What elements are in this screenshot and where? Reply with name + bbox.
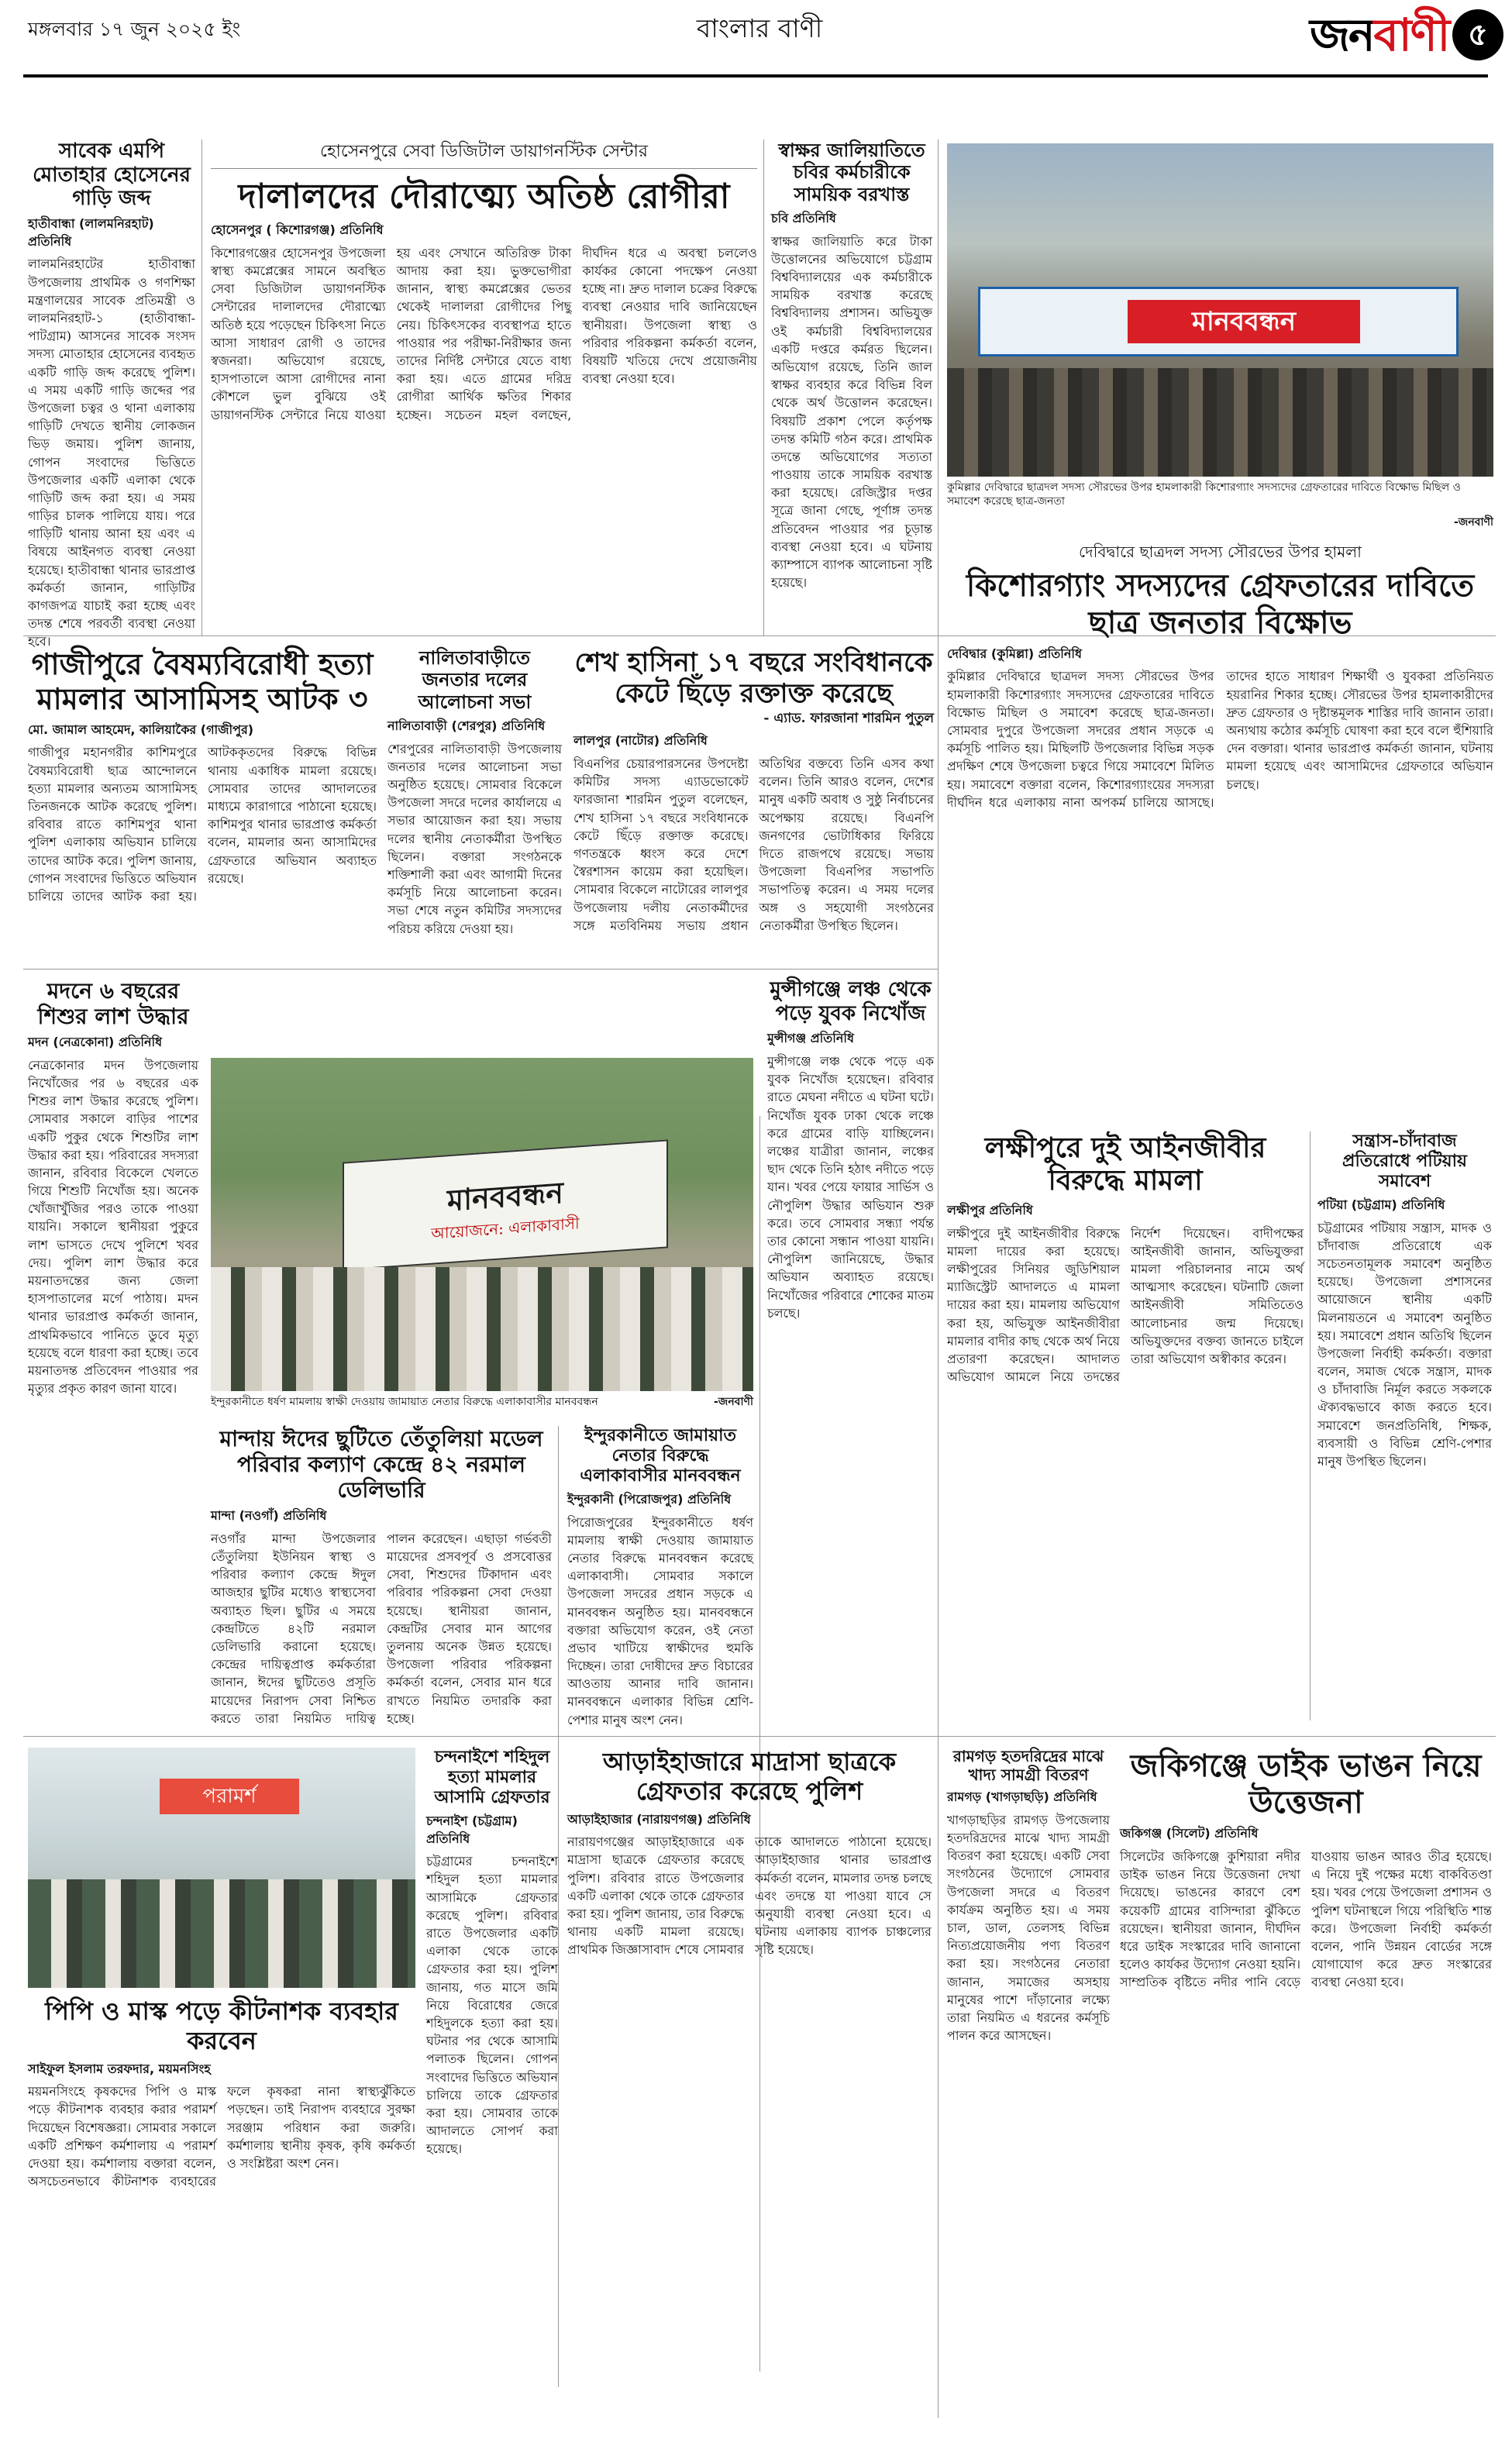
logo-part-b: বাণী <box>1373 9 1449 61</box>
article-byline: মদন (নেত্রকোনা) প্রতিনিধি <box>28 1035 163 1050</box>
article-headline: রামগড় হতদরিদ্রের মাঝে খাদ্য সামগ্রী বিতরণ <box>952 1747 1104 1784</box>
article-byline: সাইফুল ইসলাম তরফদার, ময়মনসিংহ <box>28 2061 211 2076</box>
article-body: শেরপুরের নালিতাবাড়ী উপজেলায় জনতার দলের আলোচনা সভা অনুষ্ঠিত হয়েছে। সোমবার বিকেলে উপজেলা সদরে দলের কার্যালয়ে এ সভার আয়োজন করা হয়। সভায় দলের স্থানীয় নেতাকর্মীরা উপস্থিত ছিলেন। বক্তারা সংগঠনকে শক্তিশালী করা এবং আগামী দিনের কর্মসূচি নিয়ে আলোচনা করেন। সভা শেষে নতুন কমিটির সদস্যদের পরিচয় করিয়ে দেওয়া হয়। <box>387 741 562 936</box>
article-munshiganj <box>767 978 934 1552</box>
banner-text: মানববন্ধন <box>447 1174 563 1218</box>
article-body: বিএনপির চেয়ারপারসনের উপদেষ্টা কমিটির সদস্য এ্যাডভোকেট ফারজানা শারমিন পুতুল বলেছেন, শেখ হাসিনা ১৭ বছরে সংবিধানকে কেটে ছিঁড়ে রক্তাক্ত করেছে। গণতন্ত্রকে ধ্বংস করে দেশে স্বৈরশাসন কায়েম করা হয়েছিল। সোমবার বিকেলে নাটোরের লালপুর উপজেলায় দলীয় নেতাকর্মীদের সঙ্গে মতবিনিময় সভায় প্রধান অতিথির বক্তব্যে তিনি এসব কথা বলেন। তিনি আরও বলেন, দেশের মানুষ একটি অবাধ ও সুষ্ঠু নির্বাচনের অপেক্ষায় রয়েছে। বিএনপি জনগণের ভোটাধিকার ফিরিয়ে দিতে রাজপথে রয়েছে। সভায় উপজেলা বিএনপির সভাপতি সভাপতিত্ব করেন। এ সময় দলের অঙ্গ ও সহযোগী সংগঠনের নেতাকর্মীরা উপস্থিত ছিলেন। <box>573 756 934 933</box>
article-body: স্বাক্ষর জালিয়াতি করে টাকা উত্তোলনের অভিযোগে চট্টগ্রাম বিশ্ববিদ্যালয়ের এক কর্মচারীকে সাময়িক বরখাস্ত করেছে বিশ্ববিদ্যালয় প্রশাসন। অভিযুক্ত ওই কর্মচারী বিশ্ববিদ্যালয়ের একটি দপ্তরে কর্মরত ছিলেন। অভিযোগ রয়েছে, তিনি জাল স্বাক্ষর ব্যবহার করে বিভিন্ন বিল থেকে অর্থ উত্তোলন করেছেন। বিষয়টি প্রকাশ পেলে কর্তৃপক্ষ তদন্ত কমিটি গঠন করে। প্রাথমিক তদন্তে অভিযোগের সত্যতা পাওয়ায় তাকে সাময়িক বরখাস্ত করা হয়েছে। রেজিস্ট্রার দপ্তর সূত্রে জানা গেছে, পূর্ণাঙ্গ তদন্ত প্রতিবেদন পাওয়ার পর চূড়ান্ত ব্যবস্থা নেওয়া হবে। এ ঘটনায় ক্যাম্পাসে ব্যাপক আলোচনা সৃষ্টি হয়েছে। <box>771 233 932 591</box>
article-headline: নালিতাবাড়ীতে জনতার দলের আলোচনা সভা <box>418 646 532 713</box>
photo-credit: -জনবাণী <box>1453 516 1493 529</box>
article-byline: দেবিদ্বার (কুমিল্লা) প্রতিনিধি <box>947 646 1082 661</box>
article-gazipur <box>28 647 377 965</box>
article-byline: মুন্সীগঞ্জ প্রতিনিধি <box>767 1031 854 1046</box>
article-headline: মান্দায় ঈদের ছুটিতে তেঁতুলিয়া মডেল পরিবার কল্যাণ কেন্দ্রে ৪২ নরমাল ডেলিভারি <box>219 1426 543 1503</box>
header-rule <box>23 74 1488 77</box>
article-byline: নালিতাবাড়ী (শেরপুর) প্রতিনিধি <box>387 718 546 733</box>
photo-caption: কুমিল্লার দেবিদ্বারে ছাত্রদল সদস্য সৌরভের উপর হামলাকারী কিশোরগ্যাং সদস্যদের গ্রেফতারের দাবিতে বিক্ষোভ মিছিল ও সমাবেশ করেছে ছাত্র-জনতা <box>947 481 1461 508</box>
section-title: বাংলার বাণী <box>696 13 823 43</box>
crowd <box>211 1267 753 1391</box>
article-headline: মুন্সীগঞ্জে লঞ্চ থেকে পড়ে যুবক নিখোঁজ <box>770 978 932 1025</box>
column-divider <box>201 139 202 635</box>
article-manda <box>211 1426 552 1732</box>
audience <box>28 1879 415 1988</box>
photo-caption: ইন্দুরকানীতে ধর্ষণ মামলায় স্বাক্ষী দেওয়ায় জামায়াত নেতার বিরুদ্ধে এলাকাবাসীর মানববন্ধন <box>211 1396 598 1408</box>
article-madan <box>28 978 198 1730</box>
logo-part-a: জন <box>1310 9 1374 61</box>
article-body: চট্টগ্রামের চন্দনাইশে শহিদুল হত্যা মামলার আসামিকে গ্রেফতার করেছে পুলিশ। রবিবার রাতে উপজেলার একটি এলাকা থেকে তাকে গ্রেফতার করা হয়। পুলিশ জানায়, গত মাসে জমি নিয়ে বিরোধের জেরে শহিদুলকে হত্যা করা হয়। ঘটনার পর থেকে আসামি পলাতক ছিলেন। গোপন সংবাদের ভিত্তিতে অভিযান চালিয়ে তাকে গ্রেফতার করা হয়। সোমবার তাকে আদালতে সোপর্দ করা হয়েছে। <box>426 1854 558 2157</box>
article-body: সিলেটের জকিগঞ্জে কুশিয়ারা নদীর ডাইক ভাঙন নিয়ে উত্তেজনা দেখা দিয়েছে। ভাঙনের কারণে বেশ কয়েকটি গ্রামের বাসিন্দারা ঝুঁকিতে রয়েছেন। স্থানীয়রা জানান, দীর্ঘদিন ধরে ডাইক সংস্কারের দাবি জানানো হলেও কার্যকর উদ্যোগ নেওয়া হয়নি। সাম্প্রতিক বৃষ্টিতে নদীর পানি বেড়ে যাওয়ায় ভাঙন আরও তীব্র হয়েছে। এ নিয়ে দুই পক্ষের মধ্যে বাকবিতণ্ডা হয়। খবর পেয়ে উপজেলা প্রশাসন ও পুলিশ ঘটনাস্থলে গিয়ে পরিস্থিতি শান্ত করে। উপজেলা নির্বাহী কর্মকর্তা বলেন, পানি উন্নয়ন বোর্ডের সঙ্গে যোগাযোগ করে দ্রুত সংস্কারের ব্যবস্থা নেওয়া হবে। <box>1120 1849 1492 1990</box>
article-headline: শেখ হাসিনা ১৭ বছরে সংবিধানকে কেটে ছিঁড়ে রক্তাক্ত করেছে <box>574 647 933 710</box>
article-pesticide <box>28 1748 415 2383</box>
article-body: লক্ষীপুরে দুই আইনজীবীর বিরুদ্ধে মামলা দায়ের করা হয়েছে। লক্ষীপুরের সিনিয়র জুডিশিয়াল ম্যাজিস্ট্রেট আদালতে এ মামলা দায়ের করা হয়। মামলায় অভিযোগ করা হয়, অভিযুক্ত আইনজীবীরা মামলার বাদীর কাছ থেকে অর্থ নিয়ে প্রতারণা করেছেন। আদালত অভিযোগ আমলে নিয়ে তদন্তের নির্দেশ দিয়েছেন। বাদীপক্ষের আইনজীবী জানান, অভিযুক্তরা মামলা পরিচালনার নামে অর্থ আত্মসাৎ করেছেন। ঘটনাটি জেলা আইনজীবী সমিতিতেও আলোচনার জন্ম দিয়েছে। অভিযুক্তদের বক্তব্য জানতে চাইলে তারা অভিযোগ অস্বীকার করেন। <box>947 1225 1304 1385</box>
article-headline: আড়াইহাজারে মাদ্রাসা ছাত্রকে গ্রেফতার করেছে পুলিশ <box>602 1747 897 1806</box>
article-debidwar <box>947 541 1493 882</box>
row-divider <box>23 1736 1496 1737</box>
article-byline: রামগড় (খাগড়াছড়ি) প্রতিনিধি <box>947 1789 1097 1805</box>
column-divider <box>558 1426 559 2387</box>
article-byline: জকিগঞ্জ (সিলেট) প্রতিনিধি <box>1120 1826 1259 1841</box>
article-byline: লক্ষীপুর প্রতিনিধি <box>947 1202 1033 1218</box>
article-body: মুন্সীগঞ্জে লঞ্চ থেকে পড়ে এক যুবক নিখোঁজ হয়েছেন। রবিবার রাতে মেঘনা নদীতে এ ঘটনা ঘটে। নিখোঁজ যুবক ঢাকা থেকে লঞ্চে করে গ্রামের বাড়ি যাচ্ছিলেন। লঞ্চের যাত্রীরা জানান, লঞ্চের ছাদ থেকে তিনি হঠাৎ নদীতে পড়ে যান। খবর পেয়ে ফায়ার সার্ভিস ও নৌপুলিশ উদ্ধার অভিযান শুরু করে। তবে সোমবার সন্ধ্যা পর্যন্ত তার কোনো সন্ধান পাওয়া যায়নি। নৌপুলিশ জানিয়েছে, উদ্ধার অভিযান অব্যাহত রয়েছে। নিখোঁজের পরিবারে শোকের মাতম চলছে। <box>767 1054 934 1321</box>
article-hossainpur <box>211 139 757 628</box>
article-araihazar <box>567 1748 932 2383</box>
row-divider <box>23 969 938 970</box>
column-divider <box>938 139 939 2418</box>
article-body: চট্টগ্রামের পটিয়ায় সন্ত্রাস, মাদক ও চাঁদাবাজ প্রতিরোধে এক সচেতনতামূলক সমাবেশ অনুষ্ঠিত হয়েছে। উপজেলা প্রশাসনের আয়োজনে স্থানীয় একটি মিলনায়তনে এ সমাবেশ অনুষ্ঠিত হয়। সমাবেশে প্রধান অতিথি ছিলেন উপজেলা নির্বাহী কর্মকর্তা। বক্তারা বলেন, সমাজ থেকে সন্ত্রাস, মাদক ও চাঁদাবাজি নির্মূল করতে সকলকে ঐক্যবদ্ধভাবে কাজ করতে হবে। সমাবেশে জনপ্রতিনিধি, শিক্ষক, ব্যবসায়ী ও বিভিন্ন শ্রেণি-পেশার মানুষ উপস্থিত ছিলেন। <box>1317 1220 1492 1469</box>
article-headline: স্বাক্ষর জালিয়াতিতে চবির কর্মচারীকে সাময়িক বরখাস্ত <box>778 139 925 205</box>
article-byline: পটিয়া (চট্টগ্রাম) প্রতিনিধি <box>1317 1197 1445 1212</box>
article-headline: মদনে ৬ বছরের শিশুর লাশ উদ্ধার <box>37 978 189 1030</box>
crowd <box>947 368 1493 477</box>
article-kicker: দেবিদ্বারে ছাত্রদল সদস্য সৌরভের উপর হামলা <box>1078 542 1362 561</box>
article-headline: পিপি ও মাস্ক পড়ে কীটনাশক ব্যবহার করবেন <box>45 1996 398 2055</box>
article-cu-staff <box>771 139 932 628</box>
article-body: নওগাঁর মান্দা উপজেলার তেঁতুলিয়া ইউনিয়ন স্বাস্থ্য ও পরিবার কল্যাণ কেন্দ্রে ঈদুল আজহার ছুটির মধ্যেও স্বাস্থ্যসেবা অব্যাহত ছিল। ছুটির এ সময়ে কেন্দ্রটিতে ৪২টি নরমাল ডেলিভারি করানো হয়েছে। কেন্দ্রের দায়িত্বপ্রাপ্ত কর্মকর্তারা জানান, ঈদের ছুটিতেও প্রসূতি মায়েদের নিরাপদ সেবা নিশ্চিত করতে তারা নিয়মিত দায়িত্ব পালন করেছেন। এছাড়া গর্ভবতী মায়েদের প্রসবপূর্ব ও প্রসবোত্তর সেবা, শিশুদের টিকাদান এবং পরিবার পরিকল্পনা সেবা দেওয়া হয়েছে। স্থানীয়রা জানান, কেন্দ্রটির সেবার মান আগের তুলনায় অনেক উন্নত হয়েছে। উপজেলা পরিবার পরিকল্পনা কর্মকর্তা বলেন, সেবার মান ধরে রাখতে নিয়মিত তদারকি করা হচ্ছে। <box>211 1531 552 1726</box>
article-byline: হাতীবান্ধা (লালমনিরহাট) প্রতিনিধি <box>28 216 154 249</box>
article-indurkani <box>567 1426 753 1732</box>
article-body: পিরোজপুরের ইন্দুরকানীতে ধর্ষণ মামলায় স্বাক্ষী দেওয়ায় জামায়াত নেতার বিরুদ্ধে মানববন্ধন করেছে এলাকাবাসী। সোমবার সকালে উপজেলা সদরের প্রধান সড়কে এ মানববন্ধন অনুষ্ঠিত হয়। মানববন্ধনে বক্তারা অভিযোগ করেন, ওই নেতা প্রভাব খাটিয়ে স্বাক্ষীদের হুমকি দিচ্ছেন। তারা দোষীদের দ্রুত বিচারের আওতায় আনার দাবি জানান। মানববন্ধনে এলাকার বিভিন্ন শ্রেণি-পেশার মানুষ অংশ নেন। <box>567 1514 753 1727</box>
photo-protest-rally <box>947 143 1493 477</box>
article-body: লালমনিরহাটের হাতীবান্ধা উপজেলায় প্রাথমিক ও গণশিক্ষা মন্ত্রণালয়ের সাবেক প্রতিমন্ত্রী ও লালমনিরহাট-১ (হাতীবান্ধা-পাটগ্রাম) আসনের সাবেক সংসদ সদস্য মোতাহার হোসেনের ব্যবহৃত একটি গাড়ি জব্দ করেছে পুলিশ। এ সময় একটি গাড়ি জব্দের পর উপজেলা চত্বর ও থানা এলাকায় গাড়িটি দেখতে স্থানীয় লোকজন ভিড় জমায়। পুলিশ জানায়, গোপন সংবাদের ভিত্তিতে উপজেলার একটি এলাকা থেকে গাড়িটি জব্দ করা হয়। এ সময় গাড়ির চালক পালিয়ে যায়। পরে গাড়িটি থানায় আনা হয় এবং এ বিষয়ে আইনগত ব্যবস্থা নেওয়া হয়েছে। হাতীবান্ধা থানার ভারপ্রাপ্ত কর্মকর্তা জানান, গাড়িটির কাগজপত্র যাচাই করা হচ্ছে এবং তদন্ত শেষে পরবর্তী ব্যবস্থা নেওয়া হবে। <box>28 257 195 649</box>
column-divider <box>1310 1131 1311 1720</box>
banner-sub: আয়োজনে: এলাকাবাসী <box>431 1214 580 1243</box>
article-ramgarh <box>947 1748 1110 2383</box>
article-headline: জকিগঞ্জে ডাইক ভাঙন নিয়ে উত্তেজনা <box>1130 1748 1482 1821</box>
photo-workshop <box>28 1748 415 1988</box>
article-body: কিশোরগঞ্জের হোসেনপুর উপজেলা স্বাস্থ্য কমপ্লেক্সের সামনে অবস্থিত সেবা ডিজিটাল ডায়াগনস্টিক সেন্টারের দালালদের দৌরাত্ম্যে অতিষ্ঠ হয়ে পড়েছেন চিকিৎসা নিতে আসা সাধারণ রোগী ও তাদের স্বজনরা। অভিযোগ রয়েছে, হাসপাতালে আসা রোগীদের নানা কৌশলে ভুল বুঝিয়ে ওই ডায়াগনস্টিক সেন্টারে নিয়ে যাওয়া হয় এবং সেখানে অতিরিক্ত টাকা আদায় করা হয়। ভুক্তভোগীরা জানান, স্বাস্থ্য কমপ্লেক্সের ভেতর থেকেই দালালরা রোগীদের পিছু নেয়। চিকিৎসকের ব্যবস্থাপত্র হাতে পাওয়ার পর পরীক্ষা-নিরীক্ষার জন্য তাদের নির্দিষ্ট সেন্টারে যেতে বাধ্য করা হয়। এতে গ্রামের দরিদ্র রোগীরা আর্থিক ক্ষতির শিকার হচ্ছেন। সচেতন মহল বলছেন, দীর্ঘদিন ধরে এ অবস্থা চললেও কার্যকর কোনো পদক্ষেপ নেওয়া হচ্ছে না। দ্রুত দালাল চক্রের বিরুদ্ধে ব্যবস্থা নেওয়ার দাবি জানিয়েছেন স্থানীয়রা। উপজেলা স্বাস্থ্য ও পরিবার পরিকল্পনা কর্মকর্তা বলেন, বিষয়টি খতিয়ে দেখে প্রয়োজনীয় ব্যবস্থা নেওয়া হবে। <box>211 245 757 422</box>
article-patiya <box>1317 1131 1492 1720</box>
article-byline: ইন্দুরকানী (পিরোজপুর) প্রতিনিধি <box>567 1491 732 1507</box>
article-body: খাগড়াছড়ির রামগড় উপজেলায় হতদরিদ্রদের মাঝে খাদ্য সামগ্রী বিতরণ করা হয়েছে। একটি সেবা সংগঠনের উদ্যোগে সোমবার উপজেলা সদরে এ বিতরণ কার্যক্রম অনুষ্ঠিত হয়। এ সময় চাল, ডাল, তেলসহ বিভিন্ন নিত্যপ্রয়োজনীয় পণ্য বিতরণ করা হয়। সংগঠনের নেতারা জানান, সমাজের অসহায় মানুষের পাশে দাঁড়ানোর লক্ষ্যে তারা নিয়মিত এ ধরনের কর্মসূচি পালন করে আসছেন। <box>947 1812 1110 2044</box>
protest-banner <box>978 287 1459 356</box>
article-laxmipur <box>947 1131 1304 1720</box>
issue-date: মঙ্গলবার ১৭ জুন ২০২৫ ইং <box>28 18 241 40</box>
article-headline: লক্ষীপুরে দুই আইনজীবীর বিরুদ্ধে মামলা <box>984 1131 1266 1197</box>
article-kicker: হোসেনপুরে সেবা ডিজিটাল ডায়াগনস্টিক সেন্টার <box>211 139 757 169</box>
masthead-logo <box>1310 0 1503 74</box>
article-chandanaish <box>426 1748 558 2383</box>
article-body: কুমিল্লার দেবিদ্বারে ছাত্রদল সদস্য সৌরভের উপর হামলাকারী কিশোরগ্যাং সদস্যদের গ্রেফতারের দাবিতে বিক্ষোভ মিছিল ও সমাবেশ করেছে ছাত্র-জনতা। সোমবার দুপুরে উপজেলা সদরের প্রধান সড়কে এ কর্মসূচি পালিত হয়। মিছিলটি উপজেলার বিভিন্ন সড়ক প্রদক্ষিণ শেষে উপজেলা চত্বরে গিয়ে সমাবেশে মিলিত হয়। সমাবেশে বক্তারা বলেন, কিশোরগ্যাংয়ের সদস্যরা দীর্ঘদিন ধরে এলাকায় নানা অপকর্ম চালিয়ে আসছে। তাদের হাতে সাধারণ শিক্ষার্থী ও যুবকরা প্রতিনিয়ত হয়রানির শিকার হচ্ছে। সৌরভের উপর হামলাকারীদের দ্রুত গ্রেফতার ও দৃষ্টান্তমূলক শাস্তির দাবি জানান তারা। অন্যথায় কঠোর কর্মসূচি ঘোষণা করা হবে বলে হুঁশিয়ারি দেন বক্তারা। থানার ভারপ্রাপ্ত কর্মকর্তা জানান, ঘটনায় মামলা হয়েছে এবং আসামিদের গ্রেফতারে অভিযান চলছে। <box>947 669 1493 810</box>
article-byline: আড়াইহাজার (নারায়ণগঞ্জ) প্রতিনিধি <box>567 1811 751 1827</box>
article-byline: মান্দা (নওগাঁ) প্রতিনিধি <box>211 1508 327 1524</box>
workshop-banner: পরামর্শ <box>160 1779 299 1814</box>
article-byline: মো. জামাল আহমেদ, কালিয়াকৈর (গাজীপুর) <box>28 722 254 737</box>
article-body: ময়মনসিংহে কৃষকদের পিপি ও মাস্ক পড়ে কীটনাশক ব্যবহার করার পরামর্শ দিয়েছেন বিশেষজ্ঞরা। সোমবার সকালে একটি প্রশিক্ষণ কর্মশালায় এ পরামর্শ দেওয়া হয়। কর্মশালায় বক্তারা বলেন, অসচেতনভাবে কীটনাশক ব্যবহারের ফলে কৃষকরা নানা স্বাস্থ্যঝুঁকিতে পড়ছেন। তাই নিরাপদ ব্যবহারে সুরক্ষা সরঞ্জাম পরিধান করা জরুরি। কর্মশালায় স্থানীয় কৃষক, কৃষি কর্মকর্তা ও সংশ্লিষ্টরা অংশ নেন। <box>28 2084 415 2189</box>
article-headline: চন্দনাইশে শহিদুল হত্যা মামলার আসামি গ্রেফতার <box>434 1747 550 1807</box>
article-body: নেত্রকোনার মদন উপজেলায় নিখোঁজের পর ৬ বছরের এক শিশুর লাশ উদ্ধার করেছে পুলিশ। সোমবার সকালে বাড়ির পাশের একটি পুকুর থেকে শিশুটির লাশ উদ্ধার করা হয়। পরিবারের সদস্যরা জানান, রবিবার বিকেলে খেলতে গিয়ে শিশুটি নিখোঁজ হয়। অনেক খোঁজাখুঁজির পরও তাকে পাওয়া যায়নি। সকালে স্থানীয়রা পুকুরে লাশ ভাসতে দেখে পুলিশে খবর দেয়। পুলিশ লাশ উদ্ধার করে ময়নাতদন্তের জন্য জেলা হাসপাতালের মর্গে পাঠায়। মদন থানার ভারপ্রাপ্ত কর্মকর্তা জানান, প্রাথমিকভাবে পানিতে ডুবে মৃত্যু হয়েছে বলে ধারণা করা হচ্ছে। তবে ময়নাতদন্ত প্রতিবেদন পাওয়ার পর মৃত্যুর প্রকৃত কারণ জানা যাবে। <box>28 1057 198 1397</box>
article-hasina-constitution <box>573 647 934 965</box>
article-headline: কিশোরগ্যাং সদস্যদের গ্রেফতারের দাবিতে ছাত্র জনতার বিক্ষোভ <box>966 567 1475 641</box>
page-number: ৫ <box>1452 9 1503 60</box>
article-body: গাজীপুর মহানগরীর কাশিমপুরে বৈষম্যবিরোধী ছাত্র আন্দোলনে হত্যা মামলার অন্যতম আসামিসহ তিনজনকে আটক করেছে পুলিশ। রবিবার রাতে কাশিমপুর থানা পুলিশ এলাকায় অভিযান চালিয়ে তাদের আটক করে। পুলিশ জানায়, গোপন সংবাদের ভিত্তিতে অভিযান চালিয়ে তাদের আটক করা হয়। আটককৃতদের বিরুদ্ধে বিভিন্ন থানায় একাধিক মামলা রয়েছে। সোমবার তাদের আদালতের মাধ্যমে কারাগারে পাঠানো হয়েছে। কাশিমপুর থানার ভারপ্রাপ্ত কর্মকর্তা বলেন, মামলার অন্য আসামিদের গ্রেফতারে অভিযান অব্যাহত রয়েছে। <box>28 745 377 904</box>
article-motahar <box>28 139 195 649</box>
article-byline: চন্দনাইশ (চট্টগ্রাম) প্রতিনিধি <box>426 1813 518 1846</box>
article-headline: গাজীপুরে বৈষম্যবিরোধী হত্যা মামলার আসামিসহ আটক ৩ <box>31 646 374 716</box>
chain-banner <box>343 1139 668 1270</box>
article-byline: লালপুর (নাটোর) প্রতিনিধি <box>573 733 708 749</box>
article-headline: ইন্দুরকানীতে জামায়াত নেতার বিরুদ্ধে এলাকাবাসীর মানববন্ধন <box>580 1425 741 1486</box>
banner-text: মানববন্ধন <box>1128 300 1360 343</box>
article-nalitabari <box>387 647 562 965</box>
article-headline: সন্ত্রাস-চাঁদাবাজ প্রতিরোধে পটিয়ায় সমাবেশ <box>1342 1131 1467 1191</box>
article-byline: হোসেনপুর ( কিশোরগঞ্জ) প্রতিনিধি <box>211 222 384 238</box>
article-byline: চবি প্রতিনিধি <box>771 210 836 226</box>
article-body: নারায়ণগঞ্জের আড়াইহাজারে এক মাদ্রাসা ছাত্রকে গ্রেফতার করেছে পুলিশ। রবিবার রাতে উপজেলার একটি এলাকা থেকে তাকে গ্রেফতার করা হয়। পুলিশ জানায়, তার বিরুদ্ধে থানায় একটি মামলা রয়েছে। প্রাথমিক জিজ্ঞাসাবাদ শেষে সোমবার তাকে আদালতে পাঠানো হয়েছে। আড়াইহাজার থানার ভারপ্রাপ্ত কর্মকর্তা বলেন, মামলার তদন্ত চলছে এবং তদন্তে যা পাওয়া যাবে সে অনুযায়ী ব্যবস্থা নেওয়া হবে। এ ঘটনায় এলাকায় ব্যাপক চাঞ্চল্যের সৃষ্টি হয়েছে। <box>567 1834 932 1958</box>
column-divider <box>763 139 764 635</box>
quote-attribution: - এ্যাড. ফারজানা শারমিন পুতুল <box>763 711 934 727</box>
article-zakiganj <box>1120 1748 1492 2383</box>
photo-credit: -জনবাণী <box>713 1396 753 1408</box>
article-headline: সাবেক এমপি মোতাহার হোসেনের গাড়ি জব্দ <box>33 139 191 211</box>
article-headline: দালালদের দৌরাত্ম্যে অতিষ্ঠ রোগীরা <box>238 177 730 217</box>
photo-human-chain <box>211 1058 753 1391</box>
